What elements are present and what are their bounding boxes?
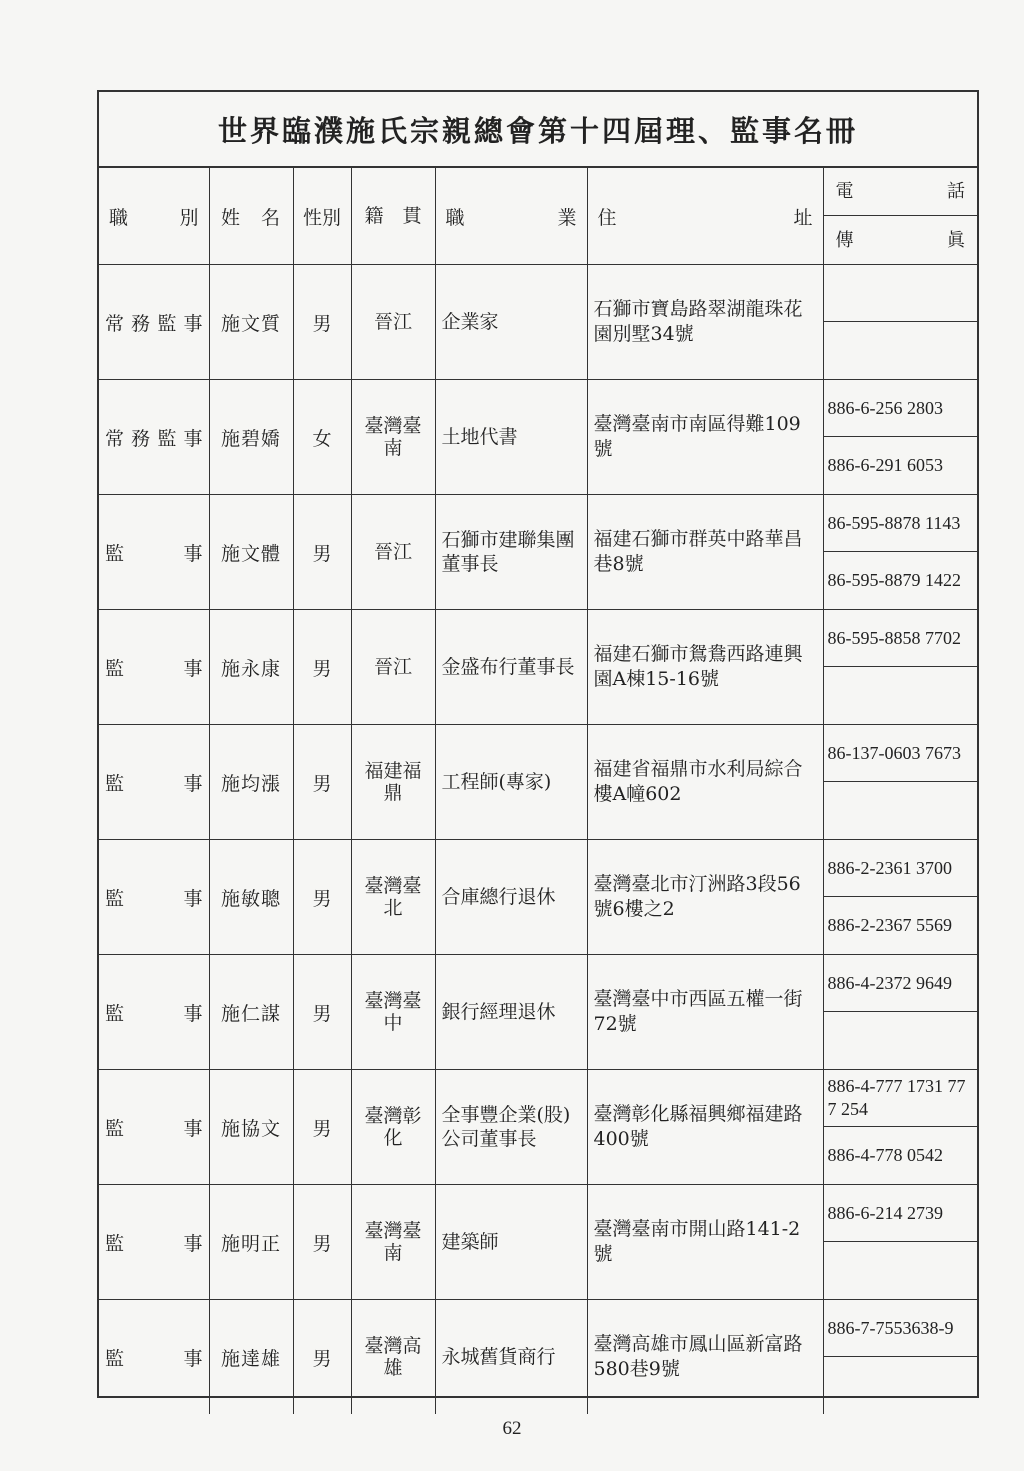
place-cell: 臺灣臺南 xyxy=(351,380,435,495)
place-cell: 臺灣彰化 xyxy=(351,1070,435,1185)
address-cell: 臺灣臺中市西區五權一街72號 xyxy=(587,955,823,1070)
sex-cell: 男 xyxy=(293,840,351,955)
fax-value xyxy=(824,1357,978,1414)
place-cell: 臺灣高雄 xyxy=(351,1300,435,1415)
place-cell: 晉江 xyxy=(351,265,435,380)
address-cell: 石獅市寶島路翠湖龍珠花園別墅34號 xyxy=(587,265,823,380)
name-cell: 施文體 xyxy=(209,495,293,610)
address-cell: 臺灣臺北市汀洲路3段56號6樓之2 xyxy=(587,840,823,955)
job-cell: 企業家 xyxy=(435,265,587,380)
address-cell: 臺灣臺南市南區得難109號 xyxy=(587,380,823,495)
header-place: 籍 貫 xyxy=(351,168,435,265)
job-cell: 石獅市建聯集團董事長 xyxy=(435,495,587,610)
phone-value: 86-595-8858 7702 xyxy=(824,610,978,667)
contact-cell xyxy=(823,380,977,495)
contact-cell xyxy=(823,265,977,380)
job-cell: 全事豐企業(股)公司董事長 xyxy=(435,1070,587,1185)
header-row xyxy=(99,168,977,265)
role-cell: 常務監事 xyxy=(99,265,209,380)
role-cell: 監事 xyxy=(99,725,209,840)
job-cell: 工程師(專家) xyxy=(435,725,587,840)
phone-value: 886-7-7553638-9 xyxy=(824,1300,978,1357)
fax-value xyxy=(824,1242,978,1299)
header-contact xyxy=(823,168,977,265)
header-name: 姓 名 xyxy=(209,168,293,265)
fax-value xyxy=(824,322,978,379)
phone-value xyxy=(824,265,978,322)
job-cell: 永城舊貨商行 xyxy=(435,1300,587,1415)
role-cell: 監事 xyxy=(99,1300,209,1415)
page-title: 世界臨濮施氏宗親總會第十四屆理、監事名冊 xyxy=(99,92,977,167)
phone-value: 86-595-8878 1143 xyxy=(824,495,978,552)
contact-cell xyxy=(823,955,977,1070)
header-job: 職 業 xyxy=(435,168,587,265)
fax-value xyxy=(824,782,978,839)
sex-cell: 男 xyxy=(293,1070,351,1185)
header-phone: 電 話 xyxy=(824,168,978,216)
job-cell: 合庫總行退休 xyxy=(435,840,587,955)
place-cell: 晉江 xyxy=(351,610,435,725)
table-row xyxy=(99,380,977,495)
fax-value xyxy=(824,667,978,724)
contact-cell xyxy=(823,840,977,955)
table-row xyxy=(99,495,977,610)
header-role: 職 別 xyxy=(99,168,209,265)
sex-cell: 女 xyxy=(293,380,351,495)
role-cell: 監事 xyxy=(99,1185,209,1300)
sex-cell: 男 xyxy=(293,610,351,725)
contact-cell xyxy=(823,1300,977,1415)
roster-frame xyxy=(97,90,979,1398)
job-cell: 土地代書 xyxy=(435,380,587,495)
phone-value: 886-4-2372 9649 xyxy=(824,955,978,1012)
table-row xyxy=(99,725,977,840)
phone-value: 86-137-0603 7673 xyxy=(824,725,978,782)
role-cell: 常務監事 xyxy=(99,380,209,495)
header-address: 住 址 xyxy=(587,168,823,265)
name-cell: 施仁謀 xyxy=(209,955,293,1070)
phone-value: 886-6-256 2803 xyxy=(824,380,978,437)
name-cell: 施明正 xyxy=(209,1185,293,1300)
name-cell: 施協文 xyxy=(209,1070,293,1185)
sex-cell: 男 xyxy=(293,1300,351,1415)
contact-cell xyxy=(823,1185,977,1300)
roster-table xyxy=(99,167,977,1414)
contact-cell xyxy=(823,725,977,840)
role-cell: 監事 xyxy=(99,495,209,610)
name-cell: 施永康 xyxy=(209,610,293,725)
roster-body xyxy=(99,265,977,1415)
name-cell: 施碧嬌 xyxy=(209,380,293,495)
address-cell: 臺灣高雄市鳳山區新富路580巷9號 xyxy=(587,1300,823,1415)
contact-cell xyxy=(823,1070,977,1185)
sex-cell: 男 xyxy=(293,1185,351,1300)
fax-value: 86-595-8879 1422 xyxy=(827,570,961,590)
sex-cell: 男 xyxy=(293,725,351,840)
place-cell: 福建福鼎 xyxy=(351,725,435,840)
role-cell: 監事 xyxy=(99,955,209,1070)
place-cell: 臺灣臺中 xyxy=(351,955,435,1070)
name-cell: 施達雄 xyxy=(209,1300,293,1415)
role-cell: 監事 xyxy=(99,1070,209,1185)
contact-cell xyxy=(823,495,977,610)
address-cell: 福建省福鼎市水利局綜合樓A幢602 xyxy=(587,725,823,840)
table-row xyxy=(99,1300,977,1415)
table-row xyxy=(99,955,977,1070)
table-row xyxy=(99,1185,977,1300)
page-number: 62 xyxy=(502,1418,522,1439)
table-row xyxy=(99,840,977,955)
table-row xyxy=(99,265,977,380)
name-cell: 施文質 xyxy=(209,265,293,380)
fax-value: 886-6-291 6053 xyxy=(827,455,943,475)
table-row xyxy=(99,1070,977,1185)
sex-cell: 男 xyxy=(293,955,351,1070)
contact-cell xyxy=(823,610,977,725)
address-cell: 福建石獅市鴛鴦西路連興園A棟15-16號 xyxy=(587,610,823,725)
job-cell: 建築師 xyxy=(435,1185,587,1300)
place-cell: 臺灣臺南 xyxy=(351,1185,435,1300)
phone-value: 886-2-2361 3700 xyxy=(824,840,978,897)
address-cell: 臺灣臺南市開山路141-2號 xyxy=(587,1185,823,1300)
phone-value: 886-6-214 2739 xyxy=(824,1185,978,1242)
role-cell: 監事 xyxy=(99,610,209,725)
job-cell: 銀行經理退休 xyxy=(435,955,587,1070)
sex-cell: 男 xyxy=(293,265,351,380)
sex-cell: 男 xyxy=(293,495,351,610)
role-cell: 監事 xyxy=(99,840,209,955)
phone-value: 886-4-777 1731 777 254 xyxy=(824,1070,978,1127)
job-cell: 金盛布行董事長 xyxy=(435,610,587,725)
name-cell: 施均漲 xyxy=(209,725,293,840)
address-cell: 福建石獅市群英中路華昌巷8號 xyxy=(587,495,823,610)
fax-value: 886-4-778 0542 xyxy=(827,1145,943,1165)
header-fax: 傳 眞 xyxy=(835,229,965,250)
fax-value xyxy=(824,1012,978,1069)
place-cell: 臺灣臺北 xyxy=(351,840,435,955)
name-cell: 施敏聰 xyxy=(209,840,293,955)
header-sex: 性別 xyxy=(293,168,351,265)
place-cell: 晉江 xyxy=(351,495,435,610)
table-row xyxy=(99,610,977,725)
fax-value: 886-2-2367 5569 xyxy=(827,915,952,935)
address-cell: 臺灣彰化縣福興鄉福建路400號 xyxy=(587,1070,823,1185)
